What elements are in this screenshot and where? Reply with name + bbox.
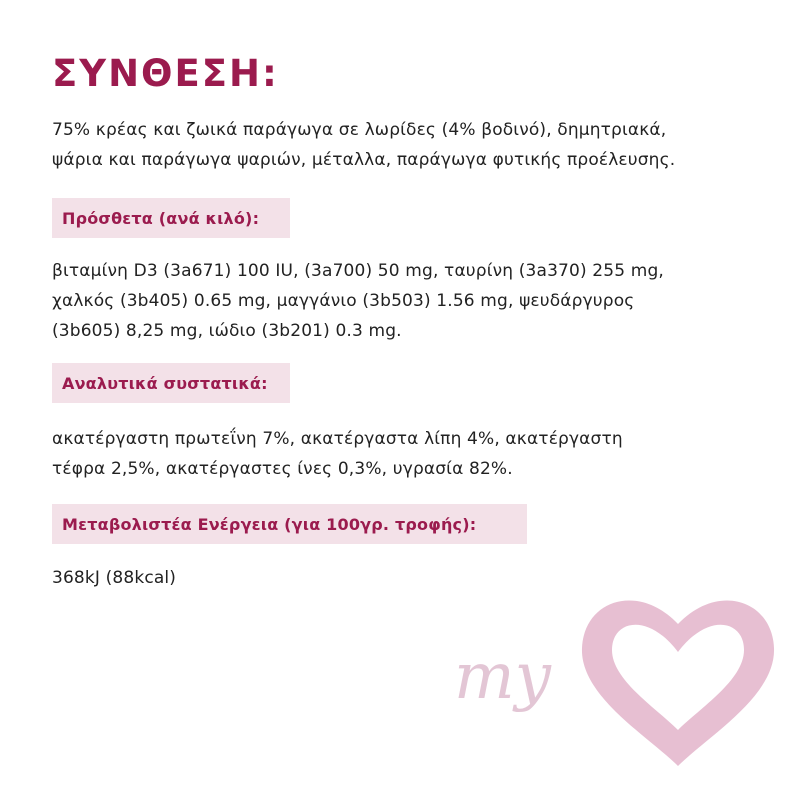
energy-line: 368kJ (88kcal) [52,568,177,588]
analytical-line: ακατέργαστη πρωτεΐνη 7%, ακατέργαστα λίπη 4%, ακατέργαστη [52,429,623,449]
composition-text [52,115,675,175]
additives-heading-band [52,198,290,238]
energy-heading: Μεταβολιστέα Ενέργεια (για 100γρ. τροφής): [62,514,477,534]
logo-my-text: my [454,640,551,714]
heart-icon [582,600,774,766]
brand-logo [440,580,800,780]
additives-line: (3b605) 8,25 mg, ιώδιο (3b201) 0.3 mg. [52,321,402,341]
additives-text [52,256,664,346]
additives-heading: Πρόσθετα (ανά κιλό): [62,208,260,228]
analytical-heading: Αναλυτικά συστατικά: [62,373,268,393]
analytical-line: τέφρα 2,5%, ακατέργαστες ίνες 0,3%, υγρασία 82%. [52,459,513,479]
heart-logo-graphic [440,580,800,780]
additives-line: βιταμίνη D3 (3a671) 100 IU, (3a700) 50 mg, ταυρίνη (3a370) 255 mg, [52,261,664,281]
page-title: ΣΥΝΘΕΣΗ: [52,52,279,95]
analytical-heading-band [52,363,290,403]
energy-heading-band [52,504,527,544]
composition-line: 75% κρέας και ζωικά παράγωγα σε λωρίδες (4% βοδινό), δημητριακά, [52,120,667,140]
analytical-text [52,424,623,484]
energy-text [52,563,176,593]
composition-line: ψάρια και παράγωγα ψαριών, μέταλλα, παράγωγα φυτικής προέλευσης. [52,150,676,170]
additives-line: χαλκός (3b405) 0.65 mg, μαγγάνιο (3b503) 1.56 mg, ψευδάργυρος [52,291,635,311]
